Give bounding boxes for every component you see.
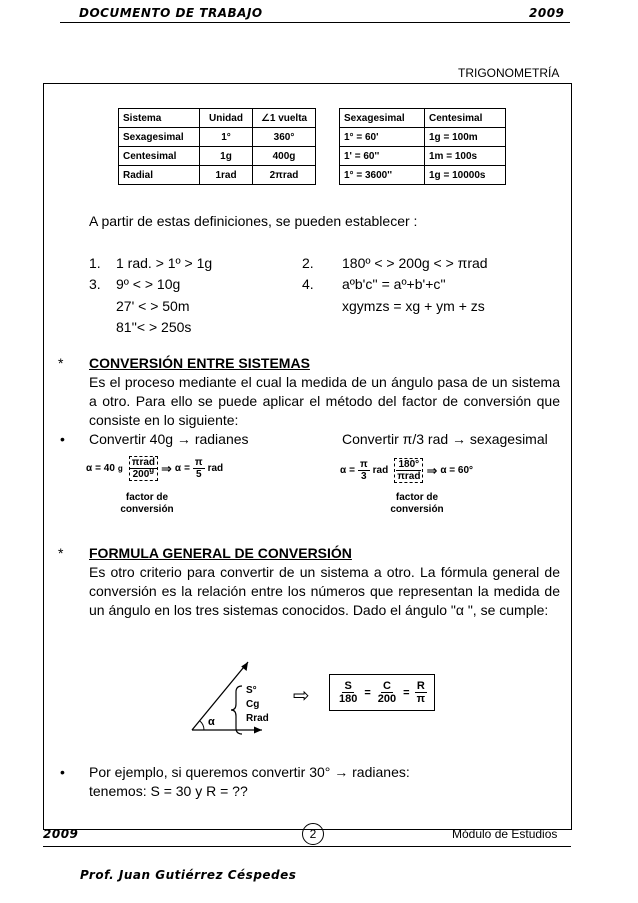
equation-text: = 40 — [95, 463, 115, 474]
table-cell: 360° — [253, 128, 316, 147]
relation-text: 1 rad. > 1º > 1g — [116, 255, 213, 271]
item-bullet: • — [60, 431, 65, 447]
measure-list — [246, 684, 269, 726]
table-cell: 1' = 60'' — [340, 147, 425, 166]
example-bullet: • — [60, 764, 65, 780]
fraction-numerator: C — [382, 680, 391, 692]
fraction-numerator: π — [194, 457, 203, 468]
result-text: α = 60° — [440, 465, 474, 476]
angle-fraction — [358, 459, 370, 482]
section-bullet: * — [58, 545, 64, 561]
table-cell: 1° — [200, 128, 253, 147]
result-fraction — [193, 457, 205, 480]
equation-text: = — [349, 465, 355, 476]
fraction-numerator: π — [360, 459, 368, 470]
factor-caption — [112, 492, 182, 516]
equals-sign: = — [403, 686, 410, 699]
brace-icon — [231, 686, 242, 734]
table-row — [119, 109, 316, 128]
relation-number: 1. — [89, 255, 101, 271]
table-row — [340, 166, 506, 185]
implies-arrow-icon: ⇒ — [161, 460, 172, 476]
header-rule — [60, 22, 570, 23]
table-cell: 1g = 100m — [425, 128, 506, 147]
author-name: Prof. Juan Gutiérrez Céspedes — [80, 868, 297, 882]
table-row — [119, 147, 316, 166]
arrowhead-icon — [254, 727, 262, 734]
table-header: Sistema — [119, 109, 200, 128]
table-cell: 1rad — [200, 166, 253, 185]
example-text: tenemos: S = 30 y R = ?? — [89, 783, 248, 799]
section-bullet: * — [58, 355, 64, 371]
relation-text: 27' < > 50m — [116, 298, 190, 314]
relation-text: 9º < > 10g — [116, 276, 181, 292]
alpha-symbol: α — [208, 716, 215, 728]
conversion-formula — [340, 458, 473, 483]
formula-fraction — [337, 680, 359, 705]
factor-denominator: πrad — [397, 471, 421, 482]
factor-caption — [382, 492, 452, 516]
alpha-symbol: α — [86, 463, 93, 474]
example-text: Por ejemplo, si queremos convertir 30° → radianes: — [89, 764, 410, 780]
measure-centesimal: Cg — [246, 699, 260, 710]
angle-terminal-ray — [192, 662, 248, 730]
subunits-table — [339, 108, 506, 185]
fraction-numerator: R — [416, 680, 425, 692]
units-table — [118, 108, 316, 185]
conversion-formula: α = 40 g $\frac{\text{πrad}}{200^g}$ ⇒ α = $\frac{\pi}{5}$ rad — [86, 457, 224, 480]
table-header: Unidad — [200, 109, 253, 128]
table-header: Centesimal — [425, 109, 506, 128]
table-row — [340, 147, 506, 166]
relation-number: 4. — [302, 276, 314, 292]
formula-fraction — [376, 680, 398, 705]
alpha-symbol: α — [340, 465, 347, 476]
factor-numerator: 180° — [398, 459, 420, 470]
relation-text: 180º < > 200g < > πrad — [342, 255, 488, 271]
relation-text: aºb'c'' = aº+b'+c'' — [342, 276, 446, 292]
factor-denominator — [131, 465, 157, 480]
document-title: DOCUMENTO DE TRABAJO — [79, 6, 263, 20]
relation-number: 2. — [302, 255, 314, 271]
equals-sign: = — [364, 686, 371, 699]
conversion-task: Convertir 40g → radianes — [89, 431, 249, 447]
measure-radial: Rrad — [246, 713, 269, 724]
conversion-task: Convertir π/3 rad → sexagesimal — [342, 431, 548, 447]
section-text: Es el proceso mediante el cual la medida de un ángulo pasa de un sistema a otro. Para ello se puede aplicar el método del factor de conversión que consiste en lo siguiente: — [89, 374, 560, 428]
angle-arc — [200, 721, 204, 730]
footer-rule — [43, 846, 571, 847]
subject-title: TRIGONOMETRÍA — [458, 66, 560, 80]
table-header: ∠1 vuelta — [253, 109, 316, 128]
factor-numerator: πrad — [131, 457, 156, 468]
intro-text: A partir de estas definiciones, se pueden establecer : — [89, 213, 418, 229]
fraction-denominator: 180 — [338, 693, 358, 705]
table-row — [119, 128, 316, 147]
fraction-denominator: π — [416, 693, 425, 705]
conversion-factor — [394, 458, 423, 483]
alpha-symbol: α — [174, 463, 182, 474]
table-row — [340, 109, 506, 128]
general-formula-box — [329, 674, 435, 711]
formula-fraction — [415, 680, 427, 705]
table-cell: 1g = 10000s — [425, 166, 506, 185]
fraction-denominator: 3 — [361, 471, 367, 482]
table-cell: 1° = 3600'' — [340, 166, 425, 185]
caption-line: conversión — [120, 504, 174, 515]
caption-line: factor de — [395, 492, 439, 503]
table-cell: 1m = 100s — [425, 147, 506, 166]
section-title: CONVERSIÓN ENTRE SISTEMAS — [89, 355, 310, 371]
caption-line: factor de — [125, 492, 169, 503]
table-row — [119, 166, 316, 185]
relation-text: xgymzs = xg + ym + zs — [342, 298, 485, 314]
module-label: Módulo de Estudios — [452, 827, 558, 841]
measure-sexagesimal: S° — [246, 685, 257, 696]
table-cell: 400g — [253, 147, 316, 166]
fraction-numerator: S — [344, 680, 352, 692]
relation-number: 3. — [89, 276, 101, 292]
unit-label: rad — [372, 465, 389, 476]
fraction-denominator: 200 — [377, 693, 397, 705]
table-cell: Centesimal — [119, 147, 200, 166]
table-cell: 1g — [200, 147, 253, 166]
caption-line: conversión — [390, 504, 444, 515]
table-cell: 2πrad — [253, 166, 316, 185]
implies-arrow-icon: ⇒ — [426, 462, 438, 478]
table-cell: Sexagesimal — [119, 128, 200, 147]
outline-arrow-icon: ⇨ — [293, 685, 310, 707]
table-row — [340, 128, 506, 147]
equation-text: = — [184, 463, 190, 474]
table-cell: Radial — [119, 166, 200, 185]
denominator-value: 200 — [132, 469, 150, 480]
table-header: Sexagesimal — [340, 109, 425, 128]
relation-text: 81''< > 250s — [116, 319, 192, 335]
table-cell: 1° = 60' — [340, 128, 425, 147]
fraction-denominator: 5 — [195, 469, 202, 480]
footer-year: 2009 — [43, 827, 79, 841]
page-number: 2 — [302, 823, 324, 845]
section-text: Es otro criterio para convertir de un sistema a otro. La fórmula general de conversión es la relación entre los números que representan la medida de un ángulo en los tres sistemas conocidos. Dado el ángulo "α ", se cumple: — [89, 564, 560, 618]
section-title: FORMULA GENERAL DE CONVERSIÓN — [89, 545, 352, 561]
angle-diagram — [170, 648, 310, 738]
unit-superscript: g — [149, 465, 155, 475]
unit-label: rad — [207, 463, 224, 474]
conversion-factor — [129, 456, 158, 481]
header-year: 2009 — [529, 6, 565, 20]
